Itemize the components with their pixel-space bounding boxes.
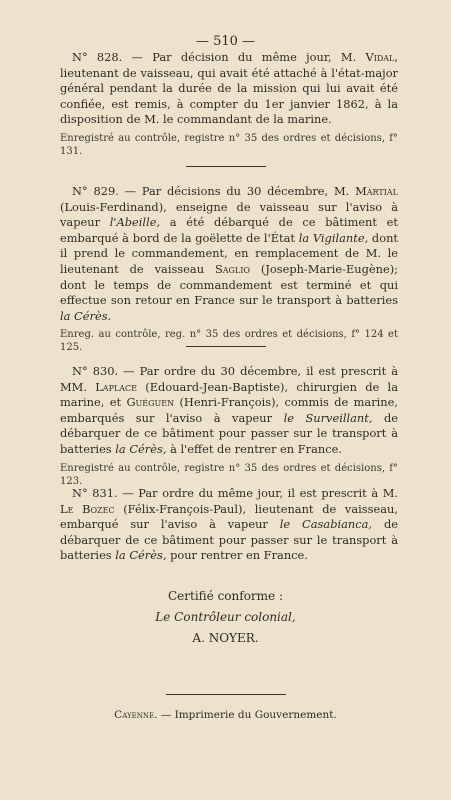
- page-number: — 510 —: [195, 34, 256, 49]
- decision-entry-830: [60, 364, 398, 488]
- certification-title: Le Contrôleur colonial,: [155, 610, 296, 624]
- ship-name: la Cérès,: [115, 548, 167, 563]
- decision-entry-828: [60, 50, 398, 158]
- person-name: Martial: [355, 184, 398, 198]
- decision-entry-829: [60, 184, 398, 354]
- entry-number: N° 829.: [72, 184, 119, 198]
- entry-text: N° 830. — Par ordre du 30 décembre, il est prescrit à MM. Laplace (Edouard-Jean-Baptiste), chirurgien de la marine, et Guéguen (Henri-François), commis de marine, embarqués sur l'aviso à vapeur le Surveillant, de débarquer de ce bâtiment pour passer sur le transport à batteries la Cérès, à l'effet de rentrer en France.: [60, 364, 398, 456]
- certification-line: Certifié conforme :: [167, 589, 283, 603]
- printer-place: Cayenne.: [114, 709, 158, 721]
- entry-text: N° 831. — Par ordre du même jour, il est prescrit à M. Le Bozec (Félix-François-Paul), lieutenant de vaisseau, embarqué sur l'aviso à vapeur le Casabianca, de débarquer de ce bâtiment pour passer sur le transport à batteries la Cérès, pour rentrer en France.: [60, 486, 398, 563]
- separator-rule: [186, 166, 266, 167]
- registration-note: Enregistré au contrôle, registre n° 35 des ordres et décisions, f° 123.: [60, 462, 398, 487]
- separator-rule: [186, 346, 266, 347]
- certification-block: [0, 586, 451, 649]
- person-name: Guéguen: [126, 395, 175, 410]
- registration-note: Enreg. au contrôle, reg. n° 35 des ordres et décisions, f° 124 et 125.: [60, 329, 398, 354]
- separator-rule: [166, 694, 286, 695]
- ship-name: la Vigilante,: [298, 230, 369, 245]
- entry-text: N° 829. — Par décisions du 30 décembre, M. Martial (Louis-Ferdinand), enseigne de vaisseau sur l'aviso à vapeur l'Abeille, a été débarqué de ce bâtiment et embarqué à bord de la goëlette de l'État la Vigilante, dont il prend le commandement, en remplacement de M. le lieutenant de vaisseau Saglio (Joseph-Marie-Eugène); dont le temps de commandement est terminé et qui effectue son retour en France sur le transport à batteries la Cérès.: [60, 184, 398, 323]
- ship-name: le Surveillant,: [283, 410, 373, 425]
- decision-entry-831: [60, 486, 398, 564]
- person-name: Saglio: [214, 261, 250, 276]
- ship-name: la Cérès,: [115, 441, 167, 456]
- entry-text: N° 828. — Par décision du même jour, M. Vidal, lieutenant de vaisseau, qui avait été attaché à l'état-major général pendant la durée de la mission qui lui avait été confiée, est remis, à compter du 1er janvier 1862, à la disposition de M. le commandant de la marine.: [60, 50, 398, 127]
- ship-name: la Cérès.: [60, 308, 112, 323]
- entry-number: N° 828.: [72, 50, 123, 64]
- ship-name: le Casabianca,: [279, 517, 373, 532]
- person-name: Vidal: [365, 50, 395, 64]
- person-name: Le Bozec: [60, 501, 115, 516]
- registration-note: Enregistré au contrôle, registre n° 35 des ordres et décisions, f° 131.: [60, 132, 398, 157]
- printer-imprint: Cayenne. — Imprimerie du Gouvernement.: [114, 709, 337, 721]
- entry-number: N° 831.: [72, 486, 118, 500]
- person-name: Laplace: [95, 379, 138, 394]
- ship-name: l'Abeille,: [109, 215, 161, 230]
- certification-signature: A. NOYER.: [192, 631, 259, 645]
- entry-number: N° 830.: [72, 364, 119, 378]
